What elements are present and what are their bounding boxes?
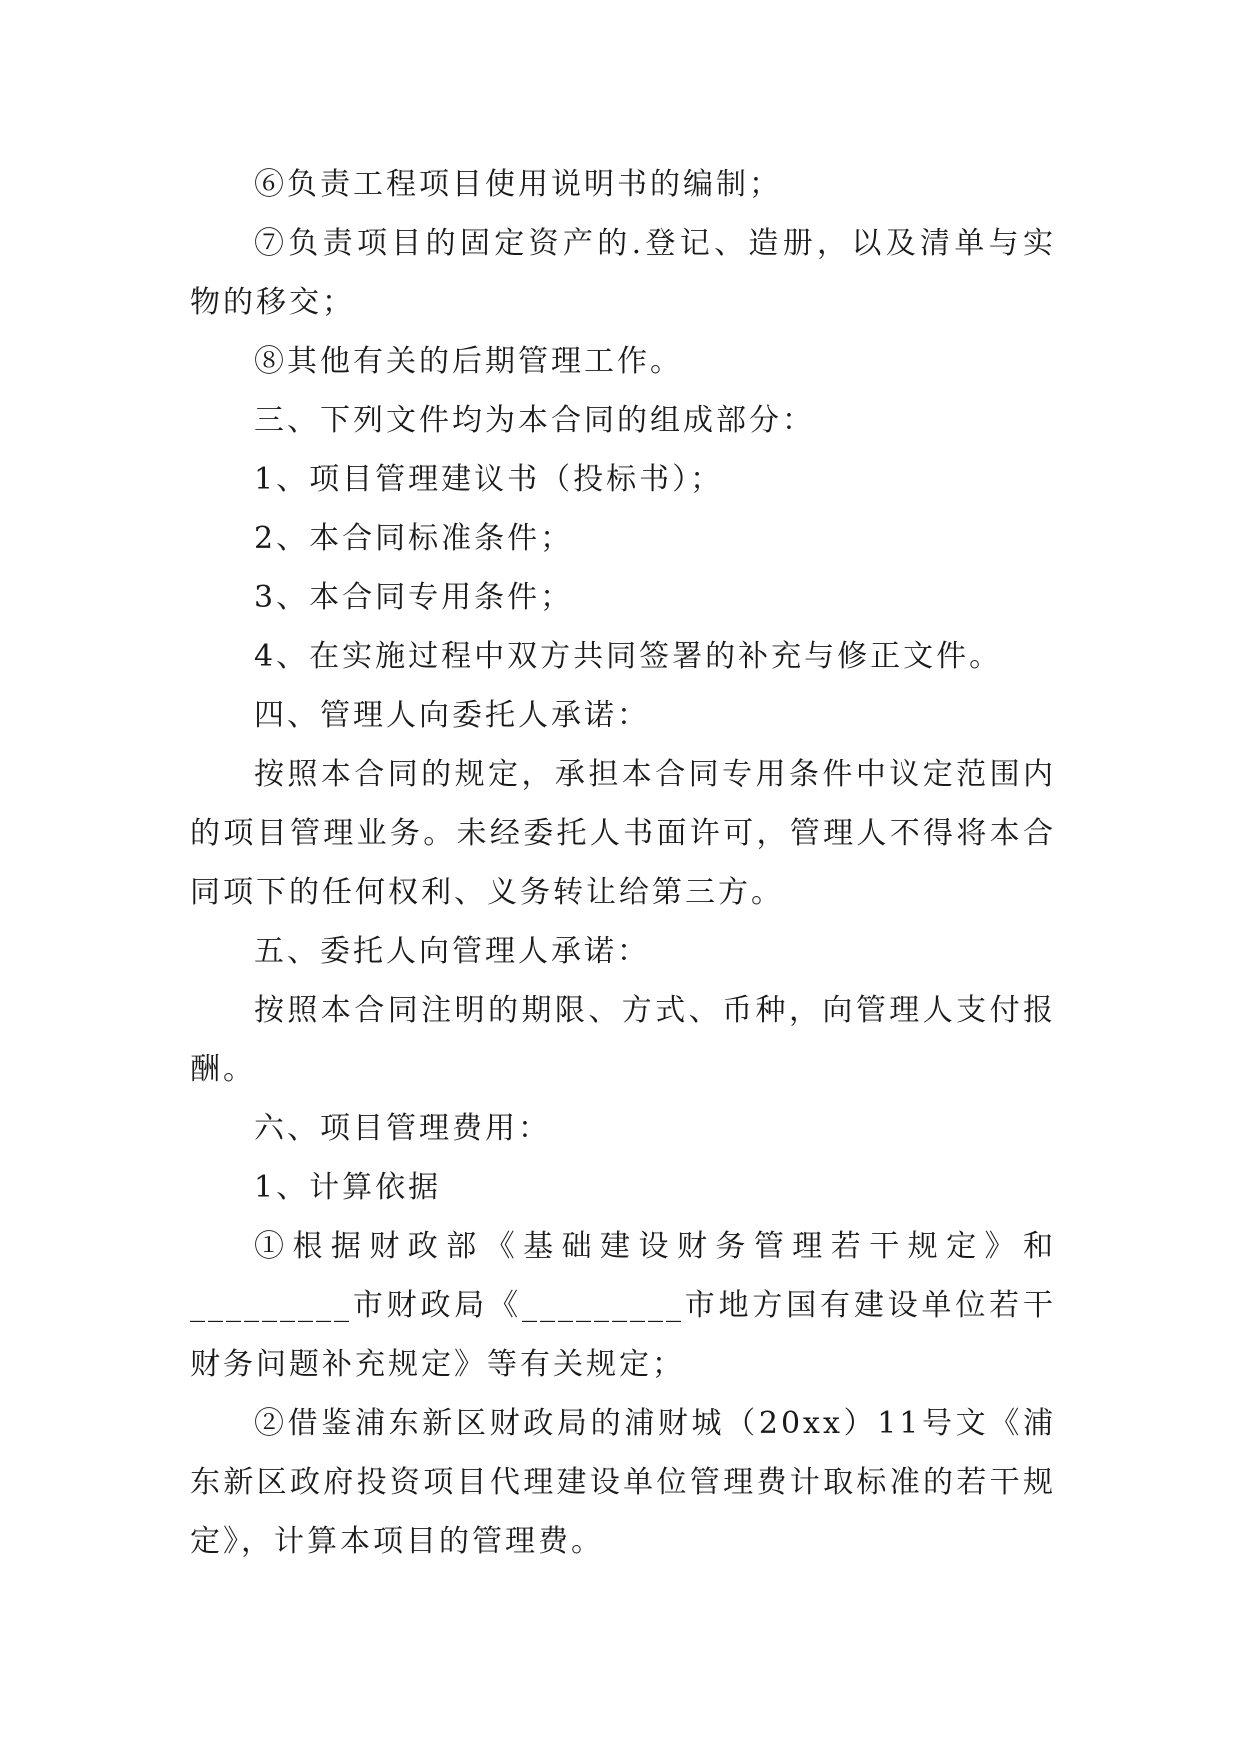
paragraph-item-8: ⑧其他有关的后期管理工作。 [254,344,683,379]
paragraph-basis-1: ①根据财政部《基础建设财务管理若干规定》和_________市财政局《_________市地方国有建设单位若干财务问题补充规定》等有关规定； [190,1229,1056,1382]
list-item-1: 1、项目管理建议书（投标书）； [254,462,724,497]
section-heading-4: 四、管理人向委托人承诺： [254,698,650,733]
paragraph-item-7: ⑦负责项目的固定资产的.登记、造册，以及清单与实物的移交； [190,226,1056,320]
list-item-2: 2、本合同标准条件； [254,521,574,556]
paragraph-commitment-client: 按照本合同注明的期限、方式、币种，向管理人支付报酬。 [190,993,1056,1087]
document-page [190,155,1056,1571]
list-item-4: 4、在实施过程中双方共同签署的补充与修正文件。 [254,639,1003,674]
paragraph-commitment-manager: 按照本合同的规定，承担本合同专用条件中议定范围内的项目管理业务。未经委托人书面许可，管理人不得将本合同项下的任何权利、义务转让给第三方。 [190,757,1056,910]
section-heading-6: 六、项目管理费用： [254,1111,551,1146]
section-heading-3: 三、下列文件均为本合同的组成部分： [254,403,815,438]
paragraph-basis-2: ②借鉴浦东新区财政局的浦财城（20xx）11号文《浦东新区政府投资项目代理建设单位管理费计取标准的若干规定》，计算本项目的管理费。 [190,1406,1056,1559]
list-item-3: 3、本合同专用条件； [254,580,574,615]
paragraph-item-6: ⑥负责工程项目使用说明书的编制； [254,167,782,202]
section-heading-5: 五、委托人向管理人承诺： [254,934,650,969]
subheading-calculation-basis: 1、计算依据 [254,1170,442,1205]
